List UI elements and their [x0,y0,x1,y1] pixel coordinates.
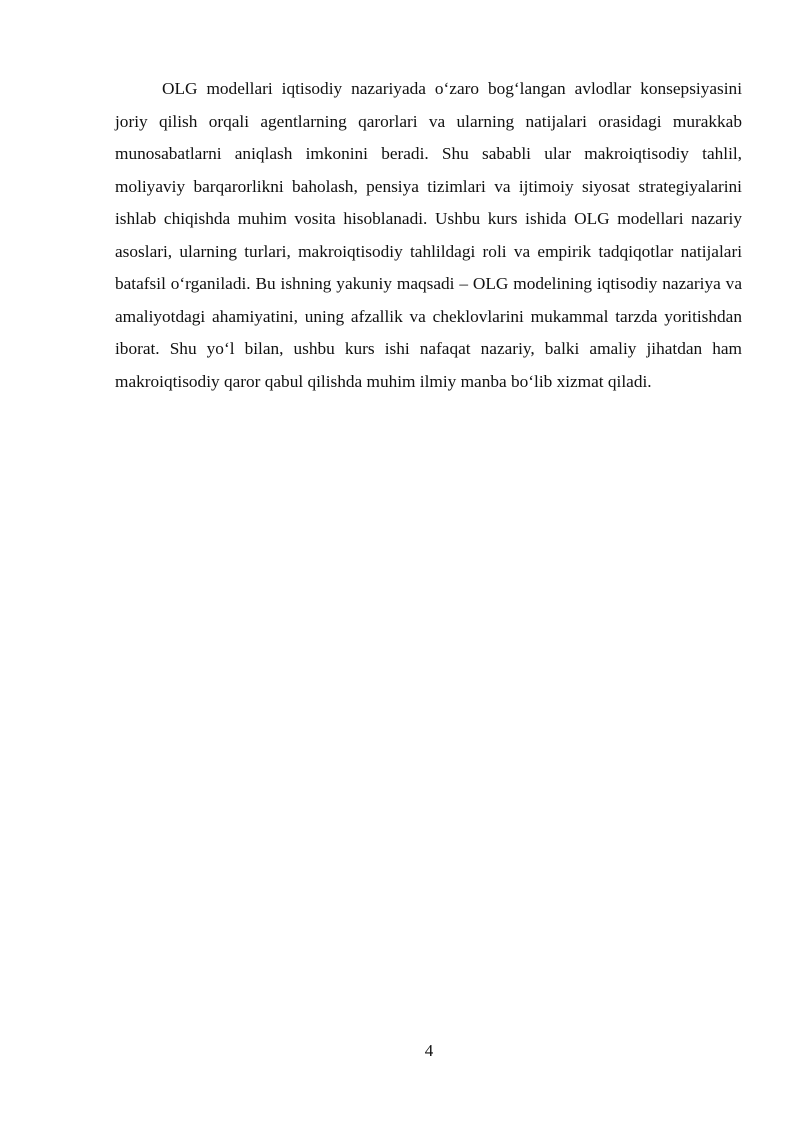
page-number: 4 [424,1041,434,1060]
body-paragraph: OLG modellari iqtisodiy nazariyada o‘zaro bog‘langan avlodlar konsepsiyasini joriy qilish orqali agentlarning qarorlari va ularning natijalari orasidagi murakkab munosabatlarni aniqlash imkonini beradi. Shu sababli ular makroiqtisodiy tahlil, moliyaviy barqarorlikni baholash, pensiya tizimlari va ijtimoiy siyosat strategiyalarini ishlab chiqishda muhim vosita hisoblanadi. Ushbu kurs ishida OLG modellari nazariy asoslari, ularning turlari, makroiqtisodiy tahlildagi roli va empirik tadqiqotlar natijalari batafsil o‘rganiladi. Bu ishning yakuniy maqsadi – OLG modelining iqtisodiy nazariya va amaliyotdagi ahamiyatini, uning afzallik va cheklovlarini mukammal tarzda yoritishdan iborat. Shu yo‘l bilan, ushbu kurs ishi nafaqat nazariy, balki amaliy jihatdan ham makroiqtisodiy qaror qabul qilishda muhim ilmiy manba bo‘lib xizmat qiladi. [115,79,742,391]
